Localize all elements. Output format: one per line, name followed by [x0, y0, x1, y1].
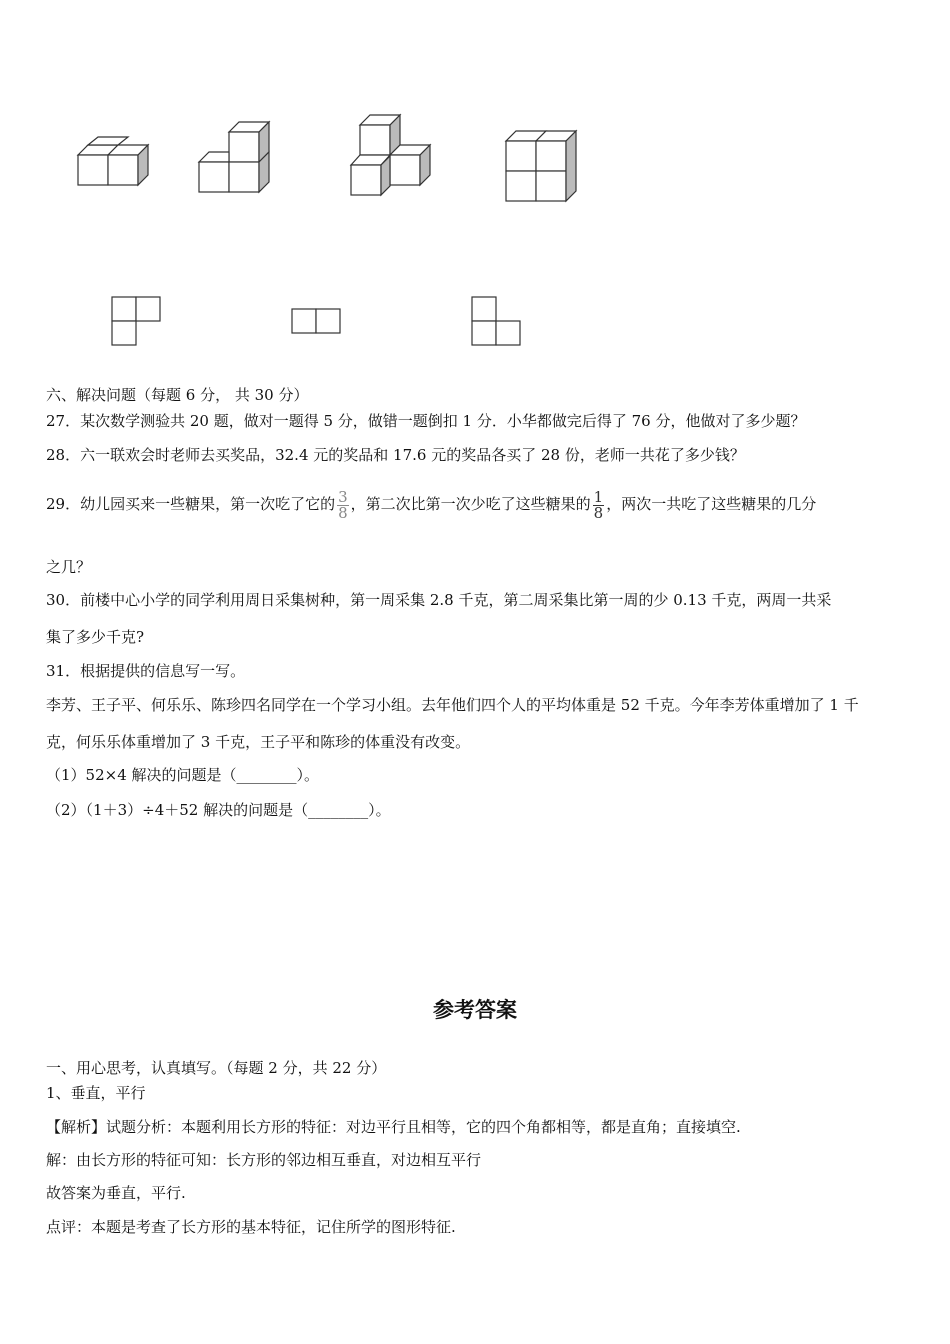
question-31-info-line-1: 李芳、王子平、何乐乐、陈珍四名同学在一个学习小组。去年他们四个人的平均体重是 52 千克。今年李芳体重增加了 1 千	[46, 696, 859, 714]
question-29	[46, 487, 816, 521]
cube-figure-2	[192, 118, 282, 198]
fraction-one-eighth: $\frac{1}{8}$	[593, 487, 604, 522]
answer-1-solution: 解：由长方形的特征可知：长方形的邻边相互垂直，对边相互平行	[46, 1151, 482, 1169]
question-31-heading: 31．根据提供的信息写一写。	[46, 662, 246, 680]
question-27: 27．某次数学测验共 20 题，做对一题得 5 分，做错一题倒扣 1 分．小华都做完后得了 76 分，他做对了多少题？	[46, 412, 806, 430]
answers-section-1-heading: 一、用心思考，认真填写。（每题 2 分，共 22 分）	[46, 1059, 387, 1077]
question-29-continued: 之几？	[46, 558, 92, 576]
cube-figure-1	[70, 135, 160, 195]
answer-1: 1、垂直，平行	[46, 1084, 146, 1102]
cube-figure-3	[345, 110, 440, 205]
view-figure-1	[110, 295, 165, 347]
view-figure-2	[290, 307, 345, 337]
view-figure-3	[470, 295, 525, 347]
question-31-sub-2: （2）（1＋3）÷4＋52 解决的问题是（________）。	[46, 801, 391, 819]
answer-1-analysis: 【解析】试题分析：本题利用长方形的特征：对边平行且相等，它的四个角都相等，都是直角；直接填空.	[46, 1118, 741, 1136]
answer-1-conclusion: 故答案为垂直，平行.	[46, 1184, 186, 1202]
question-28: 28．六一联欢会时老师去买奖品，32.4 元的奖品和 17.6 元的奖品各买了 28 份，老师一共花了多少钱？	[46, 446, 745, 464]
question-29-text-3: ，两次一共吃了这些糖果的几分	[606, 495, 817, 513]
question-29-text-2: ，第二次比第一次少吃了这些糖果的	[350, 495, 591, 513]
answer-1-comment: 点评：本题是考查了长方形的基本特征，记住所学的图形特征.	[46, 1218, 456, 1236]
answers-title: 参考答案	[433, 998, 517, 1022]
question-29-text-1: 29．幼儿园买来一些糖果，第一次吃了它的	[46, 495, 336, 513]
cube-figure-4	[498, 125, 588, 210]
question-30-line-2: 集了多少千克?	[46, 628, 145, 646]
question-31-info-line-2: 克，何乐乐体重增加了 3 千克，王子平和陈珍的体重没有改变。	[46, 733, 471, 751]
question-31-sub-1: （1）52×4 解决的问题是（________）。	[46, 766, 320, 784]
question-30-line-1: 30．前楼中心小学的同学利用周日采集树种，第一周采集 2.8 千克，第二周采集比第一周的少 0.13 千克，两周一共采	[46, 591, 832, 609]
fraction-three-eighths: $\frac{3}{8}$	[338, 487, 348, 522]
section-heading: 六、解决问题（每题 6 分， 共 30 分）	[46, 386, 309, 404]
